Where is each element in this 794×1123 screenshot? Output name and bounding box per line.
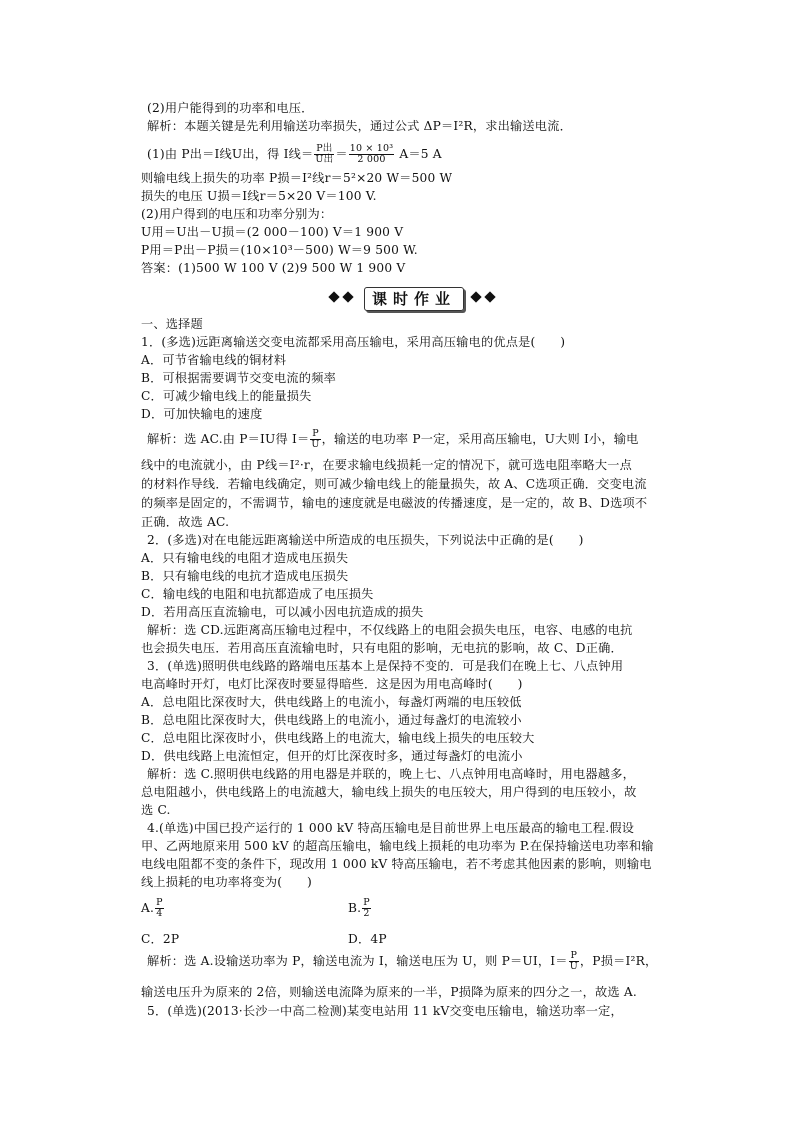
user-intro-line: (2)用户得到的电压和功率分别为： [141,207,333,221]
q4-option-b: B. $\frac{P}{2}$ [348,897,370,919]
user-power-line: P用＝P出－P损＝(10×10³－500) W＝9 500 W. [141,243,418,257]
q4-analysis-line2: 输送电压升为原来的 2倍，则输送电流降为原来的一半，P损降为原来的四分之一，故选 A. [141,985,637,999]
q4-option-d: D．4P [348,932,387,946]
analysis-intro: 解析：本题关键是先利用输送功率损失，通过公式 ΔP＝I²R，求出输送电流． [147,119,572,133]
diamond-icon [342,291,353,302]
q3-analysis-line2: 总电阻越小，供电线路上的电流越大，输电线上损失的电压较大，用户得到的电压较小，故 [141,785,637,799]
q2-stem: 2．(多选)对在电能远距离输送中所造成的电压损失，下列说法中正确的是( ) [147,533,584,547]
q2-analysis-line1: 解析：选 CD.远距离高压输电过程中，不仅线路上的电阻会损失电压，电容、电感的电抗 [147,623,633,637]
q2-option-b: B．只有输电线的电抗才造成电压损失 [141,569,349,583]
q4-stem-line3: 电线电阻都不变的条件下，现改用 1 000 kV 特高压输电，若不考虑其他因素的影响，则输电 [141,857,652,871]
q4-analysis-line1: 解析：选 A.设输送功率为 P，输送电流为 I，输送电压为 U，则 P＝UI，I＝ $\frac{P}{U}$ ，P损＝I²R， [147,950,658,972]
q1-option-c: C．可减少输电线上的能量损失 [141,389,312,403]
section-banner [330,287,496,311]
loss-power-line: 则输电线上损失的功率 P损＝I²线r＝5²×20 W＝500 W [141,171,453,185]
banner-title: 课时作业 [364,287,464,311]
diamond-icon [328,291,339,302]
diamond-icon [484,291,495,302]
q2-option-d: D．若用高压直流输电，可以减小因电抗造成的损失 [141,605,424,619]
q1-analysis-line2: 线中的电流就小，由 P线＝I²·r，在要求输电线损耗一定的情况下，就可选电阻率略大一点 [141,458,633,472]
q1-analysis-line4: 的频率是固定的，不需调节，输电的速度就是电磁波的传播速度，是一定的，故 B、D选项不 [141,496,648,510]
q3-analysis-line3: 选 C. [141,803,171,817]
q3-stem-line1: 3．(单选)照明供电线路的路端电压基本上是保持不变的．可是我们在晚上七、八点钟用 [147,659,624,673]
loss-voltage-line: 损失的电压 U损＝I线r＝5×20 V＝100 V. [141,189,377,203]
q3-option-c: C．总电阻比深夜时小，供电线路上的电流大，输电线上损失的电压较大 [141,731,535,745]
user-voltage-line: U用＝U出－U损＝(2 000－100) V＝1 900 V [141,225,404,239]
q1-analysis-line1: 解析：选 AC.由 P＝IU得 I＝ $\frac{P}{U}$ ，输送的电功率 P一定，采用高压输电，U大则 I小，输电 [147,428,639,450]
answer-line: 答案：(1)500 W 100 V (2)9 500 W 1 900 V [141,261,406,275]
diamond-icon [470,291,481,302]
q1-option-a: A．可节省输电线的铜材料 [141,353,287,367]
q2-analysis-line2: 也会损失电压．若用高压直流输电时，只有电阻的影响，无电抗的影响，故 C、D正确． [141,641,623,655]
q3-option-a: A．总电阻比深夜时大，供电线路上的电流小，每盏灯两端的电压较低 [141,695,522,709]
q2-option-c: C．输电线的电阻和电抗都造成了电压损失 [141,587,374,601]
q4-stem-line1: 4.(单选)中国已投产运行的 1 000 kV 特高压输电是目前世界上电压最高的输电工程.假设 [147,821,635,835]
q3-analysis-line1: 解析：选 C.照明供电线路的用电器是并联的，晚上七、八点钟用电高峰时，用电器越多， [147,767,635,781]
q3-option-b: B．总电阻比深夜时大，供电线路上的电流小，通过每盏灯的电流较小 [141,713,522,727]
q1-stem: 1．(多选)远距离输送交变电流都采用高压输电，采用高压输电的优点是( ) [141,335,566,349]
q4-option-a: A. $\frac{P}{4}$ [141,897,163,919]
q2-subquestion: (2)用户能得到的功率和电压． [147,101,314,115]
q3-stem-line2: 电高峰时开灯，电灯比深夜时要显得暗些．这是因为用电高峰时( ) [141,677,523,691]
q4-option-c: C．2P [141,932,180,946]
q3-option-d: D．供电线路上电流恒定，但开的灯比深夜时多，通过每盏灯的电流小 [141,749,523,763]
q2-option-a: A．只有输电线的电阻才造成电压损失 [141,551,349,565]
q1-option-b: B．可根据需要调节交变电流的频率 [141,371,336,385]
q1-option-d: D．可加快输电的速度 [141,407,263,421]
q4-stem-line4: 线上损耗的电功率将变为( ) [141,875,312,889]
step1-equation: (1)由 P出＝I线U出，得 I线＝ $\frac{\text{P出}}{\text{U出}}$ ＝ $\frac{\text{10 × 10³}}{2 000}$ A＝5 A [147,143,442,165]
q1-analysis-line5: 正确．故选 AC. [141,515,230,529]
q4-stem-line2: 甲、乙两地原来用 500 kV 的超高压输电，输电线上损耗的电功率为 P.在保持输送电功率和输 [141,839,654,853]
q1-analysis-line3: 的材料作导线．若输电线确定，则可减少输电线上的能量损失，故 A、C选项正确．交变电流 [141,477,647,491]
q5-stem-line1: 5．(单选)(2013·长沙一中高二检测)某变电站用 11 kV交变电压输电，输送功率一定， [147,1004,623,1018]
section-heading: 一、选择题 [141,317,203,331]
